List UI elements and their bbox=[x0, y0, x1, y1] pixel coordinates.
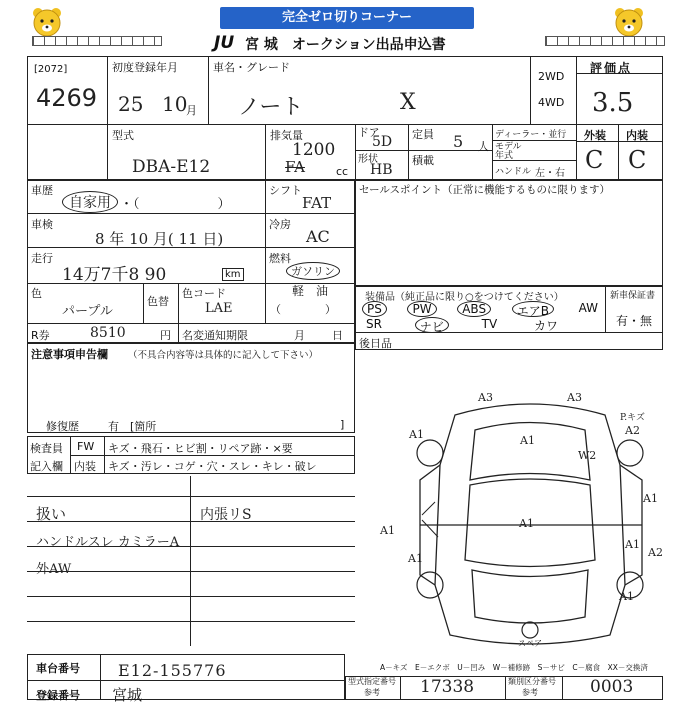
repair-value: 有 [箇所 bbox=[108, 420, 157, 433]
note-right-1: 内張リS bbox=[200, 507, 252, 523]
equipment-item: ABS bbox=[457, 301, 491, 317]
fuel-gas: ガソリン bbox=[286, 262, 340, 280]
ext-label: 外装 bbox=[584, 129, 606, 142]
dealer-label: ディーラー・並行 bbox=[495, 130, 567, 140]
drive-2wd: 2WD bbox=[538, 70, 565, 83]
capacity-unit: 人 bbox=[478, 140, 489, 153]
recolor-label: 色替 bbox=[147, 295, 169, 308]
damage-mark: A1 bbox=[619, 590, 634, 603]
eval-label: 評価点 bbox=[590, 61, 633, 75]
damage-mark: A1 bbox=[408, 552, 423, 565]
class-label: 類別区分番号 bbox=[508, 677, 556, 686]
class-ref: 参考 bbox=[522, 688, 538, 697]
damage-mark: A1 bbox=[643, 492, 658, 505]
reg-value: 宮城 bbox=[112, 686, 143, 704]
fuel-rest: 軽 油 bbox=[292, 284, 329, 298]
equipment-item: SR bbox=[366, 317, 382, 331]
inspect-label: 車検 bbox=[31, 218, 53, 231]
color-code-value: LAE bbox=[205, 301, 233, 316]
equipment-item: TV bbox=[481, 317, 498, 331]
damage-mark: A1 bbox=[519, 517, 534, 530]
damage-mark: A2 bbox=[648, 546, 663, 559]
equipment-item: カワ bbox=[533, 319, 558, 333]
int-label: 内装 bbox=[626, 129, 648, 142]
note-left-1: 扱い bbox=[36, 505, 67, 523]
color-code-label: 色コード bbox=[182, 287, 226, 300]
recycle-value: 8510 bbox=[90, 325, 126, 341]
spec-ref: 参考 bbox=[364, 688, 380, 697]
disp-unit: cc bbox=[336, 165, 349, 178]
damage-mark: W2 bbox=[578, 449, 597, 462]
repair-label: 修復歴 bbox=[46, 420, 79, 433]
damage-mark: A1 bbox=[409, 428, 424, 441]
ext-value: C bbox=[585, 146, 604, 174]
name-change-label: 名変通知期限 bbox=[182, 329, 248, 342]
damage-mark: A1 bbox=[625, 538, 640, 551]
equipment-item: PS bbox=[362, 301, 387, 317]
equipment-item: PW bbox=[407, 301, 436, 317]
notes-sub: （不具合内容等は具体的に記入して下さい） bbox=[128, 350, 319, 361]
reg-label: 登録番号 bbox=[36, 689, 80, 702]
model-year-label: モデル年式 bbox=[495, 142, 522, 161]
handle-label: ハンドル bbox=[495, 167, 532, 177]
shape-label: 形状 bbox=[358, 154, 378, 165]
drive-4wd: 4WD bbox=[538, 96, 565, 109]
model-label: 型式 bbox=[112, 129, 134, 142]
inspector-row-2: キズ・汚レ・コゲ・穴・スレ・キレ・破レ bbox=[108, 460, 317, 473]
spare-label: スペア bbox=[518, 639, 542, 648]
note-left-2: ハンドルスレ カミラーA bbox=[36, 535, 180, 550]
lot-code: [2072] bbox=[34, 64, 68, 75]
tail-label: 後日品 bbox=[359, 337, 392, 350]
month-unit: 月 bbox=[186, 104, 197, 117]
car-grade: X bbox=[400, 90, 416, 115]
recycle-label: R券 bbox=[31, 329, 50, 342]
km-unit: km bbox=[222, 268, 244, 281]
inspector-label-1: 検査員 bbox=[30, 442, 63, 455]
disp-value: 1200 bbox=[292, 140, 336, 160]
spec-label: 型式指定番号 bbox=[348, 677, 396, 686]
damage-mark: A1 bbox=[380, 524, 395, 537]
damage-mark: A3 bbox=[478, 391, 493, 404]
notes-label: 注意事項申告欄 bbox=[31, 348, 108, 361]
first-reg-month: 10 bbox=[162, 92, 188, 116]
ju-logo: JU bbox=[214, 33, 235, 53]
inspector-row-1: キズ・飛石・ヒビ割・リペア跡・×要 bbox=[108, 442, 293, 455]
door-label: ドア bbox=[358, 126, 380, 139]
first-reg-label: 初度登録年月 bbox=[112, 61, 178, 74]
inspector-label-2: 記入欄 bbox=[30, 460, 63, 473]
new-car-value: 有・無 bbox=[616, 314, 653, 328]
repair-close: ] bbox=[340, 418, 345, 431]
fa-value: FA bbox=[285, 158, 305, 176]
class-value: 0003 bbox=[590, 677, 634, 697]
use-label: 車歴 bbox=[31, 184, 53, 197]
capacity-label: 定員 bbox=[412, 128, 434, 141]
equipment-row-1 bbox=[362, 301, 602, 317]
car-name: ノート bbox=[238, 95, 304, 120]
stripe-left bbox=[32, 36, 162, 46]
note-left-3: 外AW bbox=[36, 562, 72, 577]
damage-mark: A2 bbox=[625, 424, 640, 437]
equipment-item: AW bbox=[578, 301, 598, 315]
yen-unit: 円 bbox=[160, 329, 171, 342]
use-rest: ・（ ） bbox=[120, 197, 231, 212]
eval-value: 3.5 bbox=[592, 88, 634, 118]
lot-number: 4269 bbox=[36, 84, 98, 112]
spec-value: 17338 bbox=[420, 677, 475, 697]
chassis-label: 車台番号 bbox=[36, 662, 80, 675]
damage-mark: A3 bbox=[567, 391, 582, 404]
model-value: DBA-E12 bbox=[132, 157, 211, 177]
inspector-fw: FW bbox=[77, 440, 95, 453]
handle-options: 左・右 bbox=[535, 168, 565, 179]
car-name-label: 車名・グレード bbox=[213, 61, 290, 74]
inspect-value: 8 年 10 月( 11 日) bbox=[95, 230, 224, 248]
equipment-row-2 bbox=[362, 317, 562, 333]
form-title: 宮 城 オークション出品申込書 bbox=[245, 37, 446, 53]
damage-mark: P.キズ bbox=[620, 413, 645, 423]
capacity-value: 5 bbox=[453, 132, 464, 151]
new-car-label: 新車保証書 bbox=[610, 291, 656, 301]
name-change-month: 月 bbox=[294, 329, 305, 342]
inspector-naiso: 内装 bbox=[74, 460, 96, 473]
use-value: 自家用 bbox=[62, 191, 118, 213]
disp-label: 排気量 bbox=[270, 129, 303, 142]
shift-label: シフト bbox=[269, 184, 302, 197]
equipment-label: 装備品（純正品に限り○をつけてください） bbox=[365, 292, 564, 303]
banner: 完全ゼロ切りコーナー bbox=[220, 7, 474, 29]
equipment-item: エアB bbox=[512, 301, 554, 317]
first-reg-year: 25 bbox=[118, 92, 144, 116]
name-change-day: 日 bbox=[332, 329, 343, 342]
diagram-legend: A－キズ E－エクボ U－凹み W－補修跡 S－サビ C－腐食 XX－交換済 bbox=[380, 663, 648, 672]
mileage-label: 走行 bbox=[31, 252, 53, 265]
ac-value: AC bbox=[306, 227, 330, 246]
stripe-right bbox=[545, 36, 665, 46]
equipment-item: ナビ bbox=[415, 317, 449, 333]
damage-mark: A1 bbox=[520, 434, 535, 447]
shift-value: FAT bbox=[302, 194, 332, 212]
color-label: 色 bbox=[31, 287, 42, 300]
fuel-paren: （ ） bbox=[270, 303, 336, 316]
door-value: 5D bbox=[372, 134, 393, 150]
ac-label: 冷房 bbox=[269, 218, 291, 231]
fuel-label: 燃料 bbox=[269, 252, 291, 265]
chassis-value: E12-155776 bbox=[118, 661, 227, 680]
sales-label: セールスポイント（正常に機能するものに限ります） bbox=[359, 184, 611, 196]
color-value: パープル bbox=[62, 304, 113, 319]
shape-value: HB bbox=[370, 162, 393, 178]
int-value: C bbox=[628, 146, 647, 174]
mileage-value: 14万7千8 90 bbox=[62, 265, 167, 285]
load-label: 積載 bbox=[412, 154, 434, 167]
